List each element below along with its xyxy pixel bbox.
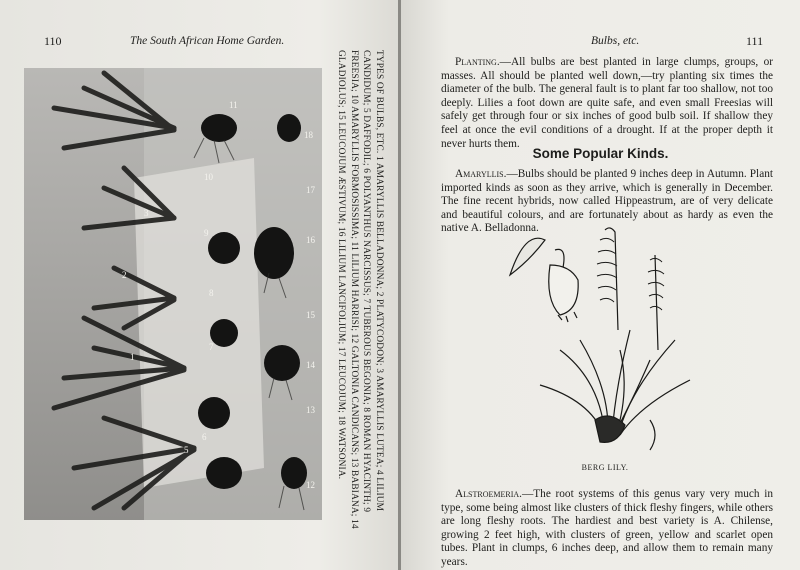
photo-num-13: 13	[306, 405, 315, 415]
photo-num-17: 17	[306, 185, 315, 195]
photo-caption-wrap	[335, 50, 385, 530]
planting-term: Planting.	[455, 56, 500, 68]
amaryllis-text: —Bulbs should be planted 9 inches deep in Autumn. Plant imported kinds as soon as they arrive, which is generally in December. The fine recent hybrids, now called Hippeastrum, are of very delicate and beautiful colours, and are fortunately about as hardy as even the native A. Belladonna.	[441, 168, 773, 235]
photo-num-15: 15	[306, 310, 315, 320]
photo-num-18: 18	[304, 130, 313, 140]
left-page	[0, 0, 398, 570]
alstroemeria-text: —The root systems of this genus vary very much in type, some being almost like clusters of thick fleshy fingers, while others are long fleshy roots. The hardiest and best variety is A. Chilense, growing 2 feet high, with clusters of green, yellow and scarlet open tubes. Plant in clumps, 6 inches deep, and allow them to remain many years.	[441, 488, 773, 568]
amaryllis-term: Amaryllis.	[455, 168, 507, 180]
alstroemeria-paragraph	[441, 488, 773, 570]
alstroemeria-term: Alstroemeria.	[455, 488, 522, 500]
photo-num-16: 16	[306, 235, 315, 245]
berg-lily-illustration	[500, 220, 700, 460]
section-heading: Some Popular Kinds.	[532, 146, 669, 161]
bulbs-plate-svg	[24, 68, 322, 520]
photo-num-12: 12	[306, 480, 315, 490]
planting-text: —All bulbs are best planted in large clumps, groups, or masses. All should be planted well down,—try planting six times the diameter of the bulb. The general fault is to plant far too shallow, not too deeply. Lilies a foot down are quite safe, and even small Freesias will safely get through four or six inches of good bulb soil. If shallow they feel at once the evil conditions of a drought. If at the proper depth it never hurts them.	[441, 56, 773, 150]
running-head-right: Bulbs, etc.	[591, 35, 640, 47]
running-head-left: The South African Home Garden.	[130, 35, 285, 47]
page-number-left: 110	[44, 34, 62, 48]
photo-caption: TYPES OF BULBS, ETC. 1 AMARYLLIS BELLADONNA; 2 PLATYCODON; 3 AMARYLLIS LUTEA; 4 LILIUM CANDIDUM; 5 DAFFODIL; 6 POLYANTHUS NARCISSUS; 7 TUBEROUS BEGONIA; 8 ROMAN HYACINTH; 9 FREESIA; 10 AMARYLLIS FORMOSISSIMA; 11 LILIUM HARRISI; 12 GALTONIA CANDICANS; 13 BABIANA; 14 GLADIOLUS; 15 LEUCOJUM ÆSTIVUM; 16 LILIUM LANCIFOLIUM; 17 LEUCOJUM; 18 WATSONIA.	[336, 50, 384, 529]
photo-num-1: 1	[130, 352, 135, 362]
photo-num-3: 3	[144, 208, 149, 218]
bulbs-photograph	[24, 68, 322, 520]
illustration-caption: BERG LILY.	[581, 463, 629, 472]
planting-paragraph	[441, 56, 773, 151]
photo-num-6: 6	[202, 432, 207, 442]
photo-num-7: 7	[209, 342, 214, 352]
photo-num-2: 2	[122, 270, 127, 280]
photo-num-9: 9	[204, 228, 209, 238]
photo-num-11: 11	[229, 100, 238, 110]
photo-num-14: 14	[306, 360, 315, 370]
photo-num-5: 5	[184, 445, 189, 455]
photo-num-10: 10	[204, 172, 213, 182]
photo-num-8: 8	[209, 288, 214, 298]
page-number-right: 111	[746, 34, 764, 48]
